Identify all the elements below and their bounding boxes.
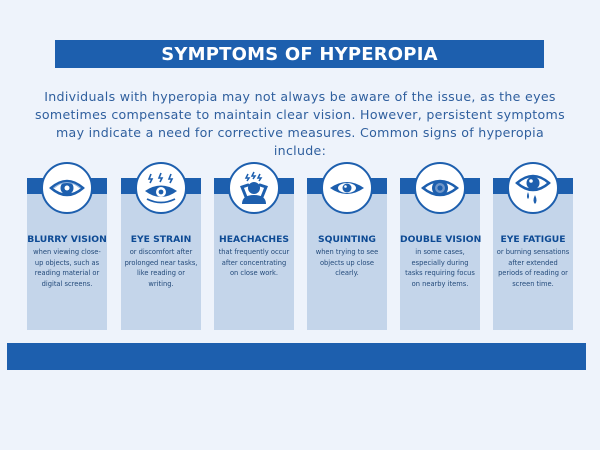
symptom-card-headaches (214, 178, 294, 330)
symptom-card-eye-strain (121, 178, 201, 330)
teary-eye-icon (507, 162, 559, 214)
symptom-title: EYE STRAIN (130, 234, 192, 245)
symptom-description: that frequently occur after concentrating on close work. (218, 248, 290, 277)
symptom-card-eye-fatigue (493, 178, 573, 330)
symptom-card-blurry-vision (27, 178, 107, 330)
symptom-title: SQUINTING (318, 234, 376, 245)
symptom-description: in some cases, especially during tasks requiring focus on nearby items. (405, 248, 475, 288)
symptom-card-double-vision (400, 178, 480, 330)
headache-person-icon (228, 162, 280, 214)
strained-eye-icon (135, 162, 187, 214)
symptom-title: BLURRY VISION (27, 234, 107, 245)
symptom-title: HEACHACHES (219, 234, 289, 245)
page-title: SYMPTOMS OF HYPEROPIA (161, 43, 438, 65)
squinting-eye-icon (321, 162, 373, 214)
footer-bar (7, 343, 586, 370)
intro-paragraph: Individuals with hyperopia may not always be aware of the issue, as the eyes sometimes compensate to maintain clear vision. However, persistent symptoms may indicate a need for corrective measures. Common signs of hyperopia include: (35, 89, 565, 158)
double-vision-eye-icon (414, 162, 466, 214)
symptom-description: or burning sensations after extended periods of reading or screen time. (496, 248, 570, 288)
symptom-card-squinting (307, 178, 387, 330)
symptom-description: or discomfort after prolonged near tasks, like reading or writing. (124, 248, 198, 288)
blurry-eye-icon (41, 162, 93, 214)
symptom-description: when trying to see objects up close clearly. (315, 248, 379, 277)
symptom-title: EYE FATIGUE (500, 234, 566, 245)
symptom-title: DOUBLE VISION (400, 234, 482, 245)
symptom-description: when viewing close-up objects, such as reading material or digital screens. (33, 248, 101, 288)
